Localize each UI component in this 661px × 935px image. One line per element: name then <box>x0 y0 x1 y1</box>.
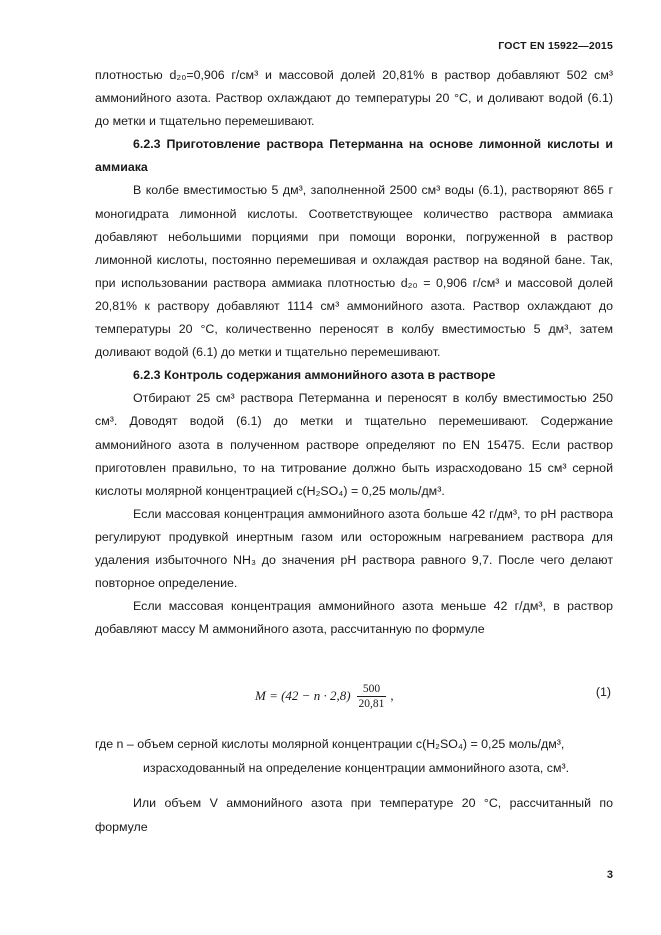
formula-1 <box>255 679 394 713</box>
paragraph-control-3: Если массовая концентрация аммонийного азота меньше 42 г/дм³, в раствор добавляют массу M аммонийного азота, рассчитанную по формуле <box>95 599 613 637</box>
legend-line-2: израсходованный на определение концентрации аммонийного азота, см³. <box>143 760 570 775</box>
paragraph-top: плотностью d₂₀=0,906 г/см³ и массовой долей 20,81% в раствор добавляют 502 см³ аммонийного азота. Раствор охлаждают до температуры 20 °С, и доливают водой (6.1) до метки и тщательно перемешивают. <box>95 68 613 129</box>
paragraph-control-2: Если массовая концентрация аммонийного азота больше 42 г/дм³, то pH раствора регулируют продувкой инертным газом или осторожным нагреванием раствора для удаления избыточного NH₃ до значения pH раствора равного 9,7. После чего делают повторное определение. <box>95 506 613 591</box>
formula-legend <box>95 733 615 780</box>
formula-tail: , <box>390 688 394 703</box>
formula-fraction <box>357 682 387 711</box>
document-header: ГОСТ EN 15922—2015 <box>498 40 613 52</box>
paragraph-preparation: В колбе вместимостью 5 дм³, заполненной 2500 см³ воды (6.1), растворяют 865 г моногидрата лимонной кислоты. Соответствующее количество раствора аммиака добавляют небольшими порциями при помощи воронки, погруженной в раствор лимонной кислоты, постоянно перемешивая и охлаждая раствор на водяной бане. Так, при использовании раствора аммиака плотностью d₂₀ = 0,906 г/см³ и массовой долей 20,81% к раствору добавляют 1114 см³ аммонийного азота. Раствор охлаждают до температуры 20 °С, количественно переносят в колбу вместимостью 5 дм³, затем доливают водой (6.1) до метки и тщательно перемешивают. <box>95 183 613 360</box>
formula-denominator: 20,81 <box>358 697 385 710</box>
section-heading-control: 6.2.3 Контроль содержания аммонийного азота в растворе <box>133 368 496 383</box>
page-number: 3 <box>606 869 613 881</box>
formula-lhs: M = (42 − n · 2,8) <box>255 688 351 703</box>
section-heading-preparation: 6.2.3 Приготовление раствора Петерманна на основе лимонной кислоты и аммиака <box>95 137 613 175</box>
legend-line-1: где n – объем серной кислоты молярной концентрации c(H₂SO₄) = 0,25 моль/дм³, <box>95 737 565 751</box>
formula-number: (1) <box>595 685 611 699</box>
formula-numerator: 500 <box>362 682 381 695</box>
paragraph-last: Или объем V аммонийного азота при температуре 20 °С, рассчитанный по формуле <box>95 796 613 834</box>
page-body <box>95 64 613 641</box>
paragraph-control-1: Отбирают 25 см³ раствора Петерманна и переносят в колбу вместимостью 250 см³. Доводят водой (6.1) до метки и тщательно перемешивают. Содержание аммонийного азота в полученном растворе определяют по EN 15475. Если раствор приготовлен правильно, то на титрование должно быть израсходовано 15 см³ серной кислоты молярной концентрацией c(H₂SO₄) = 0,25 моль/дм³. <box>95 391 613 498</box>
